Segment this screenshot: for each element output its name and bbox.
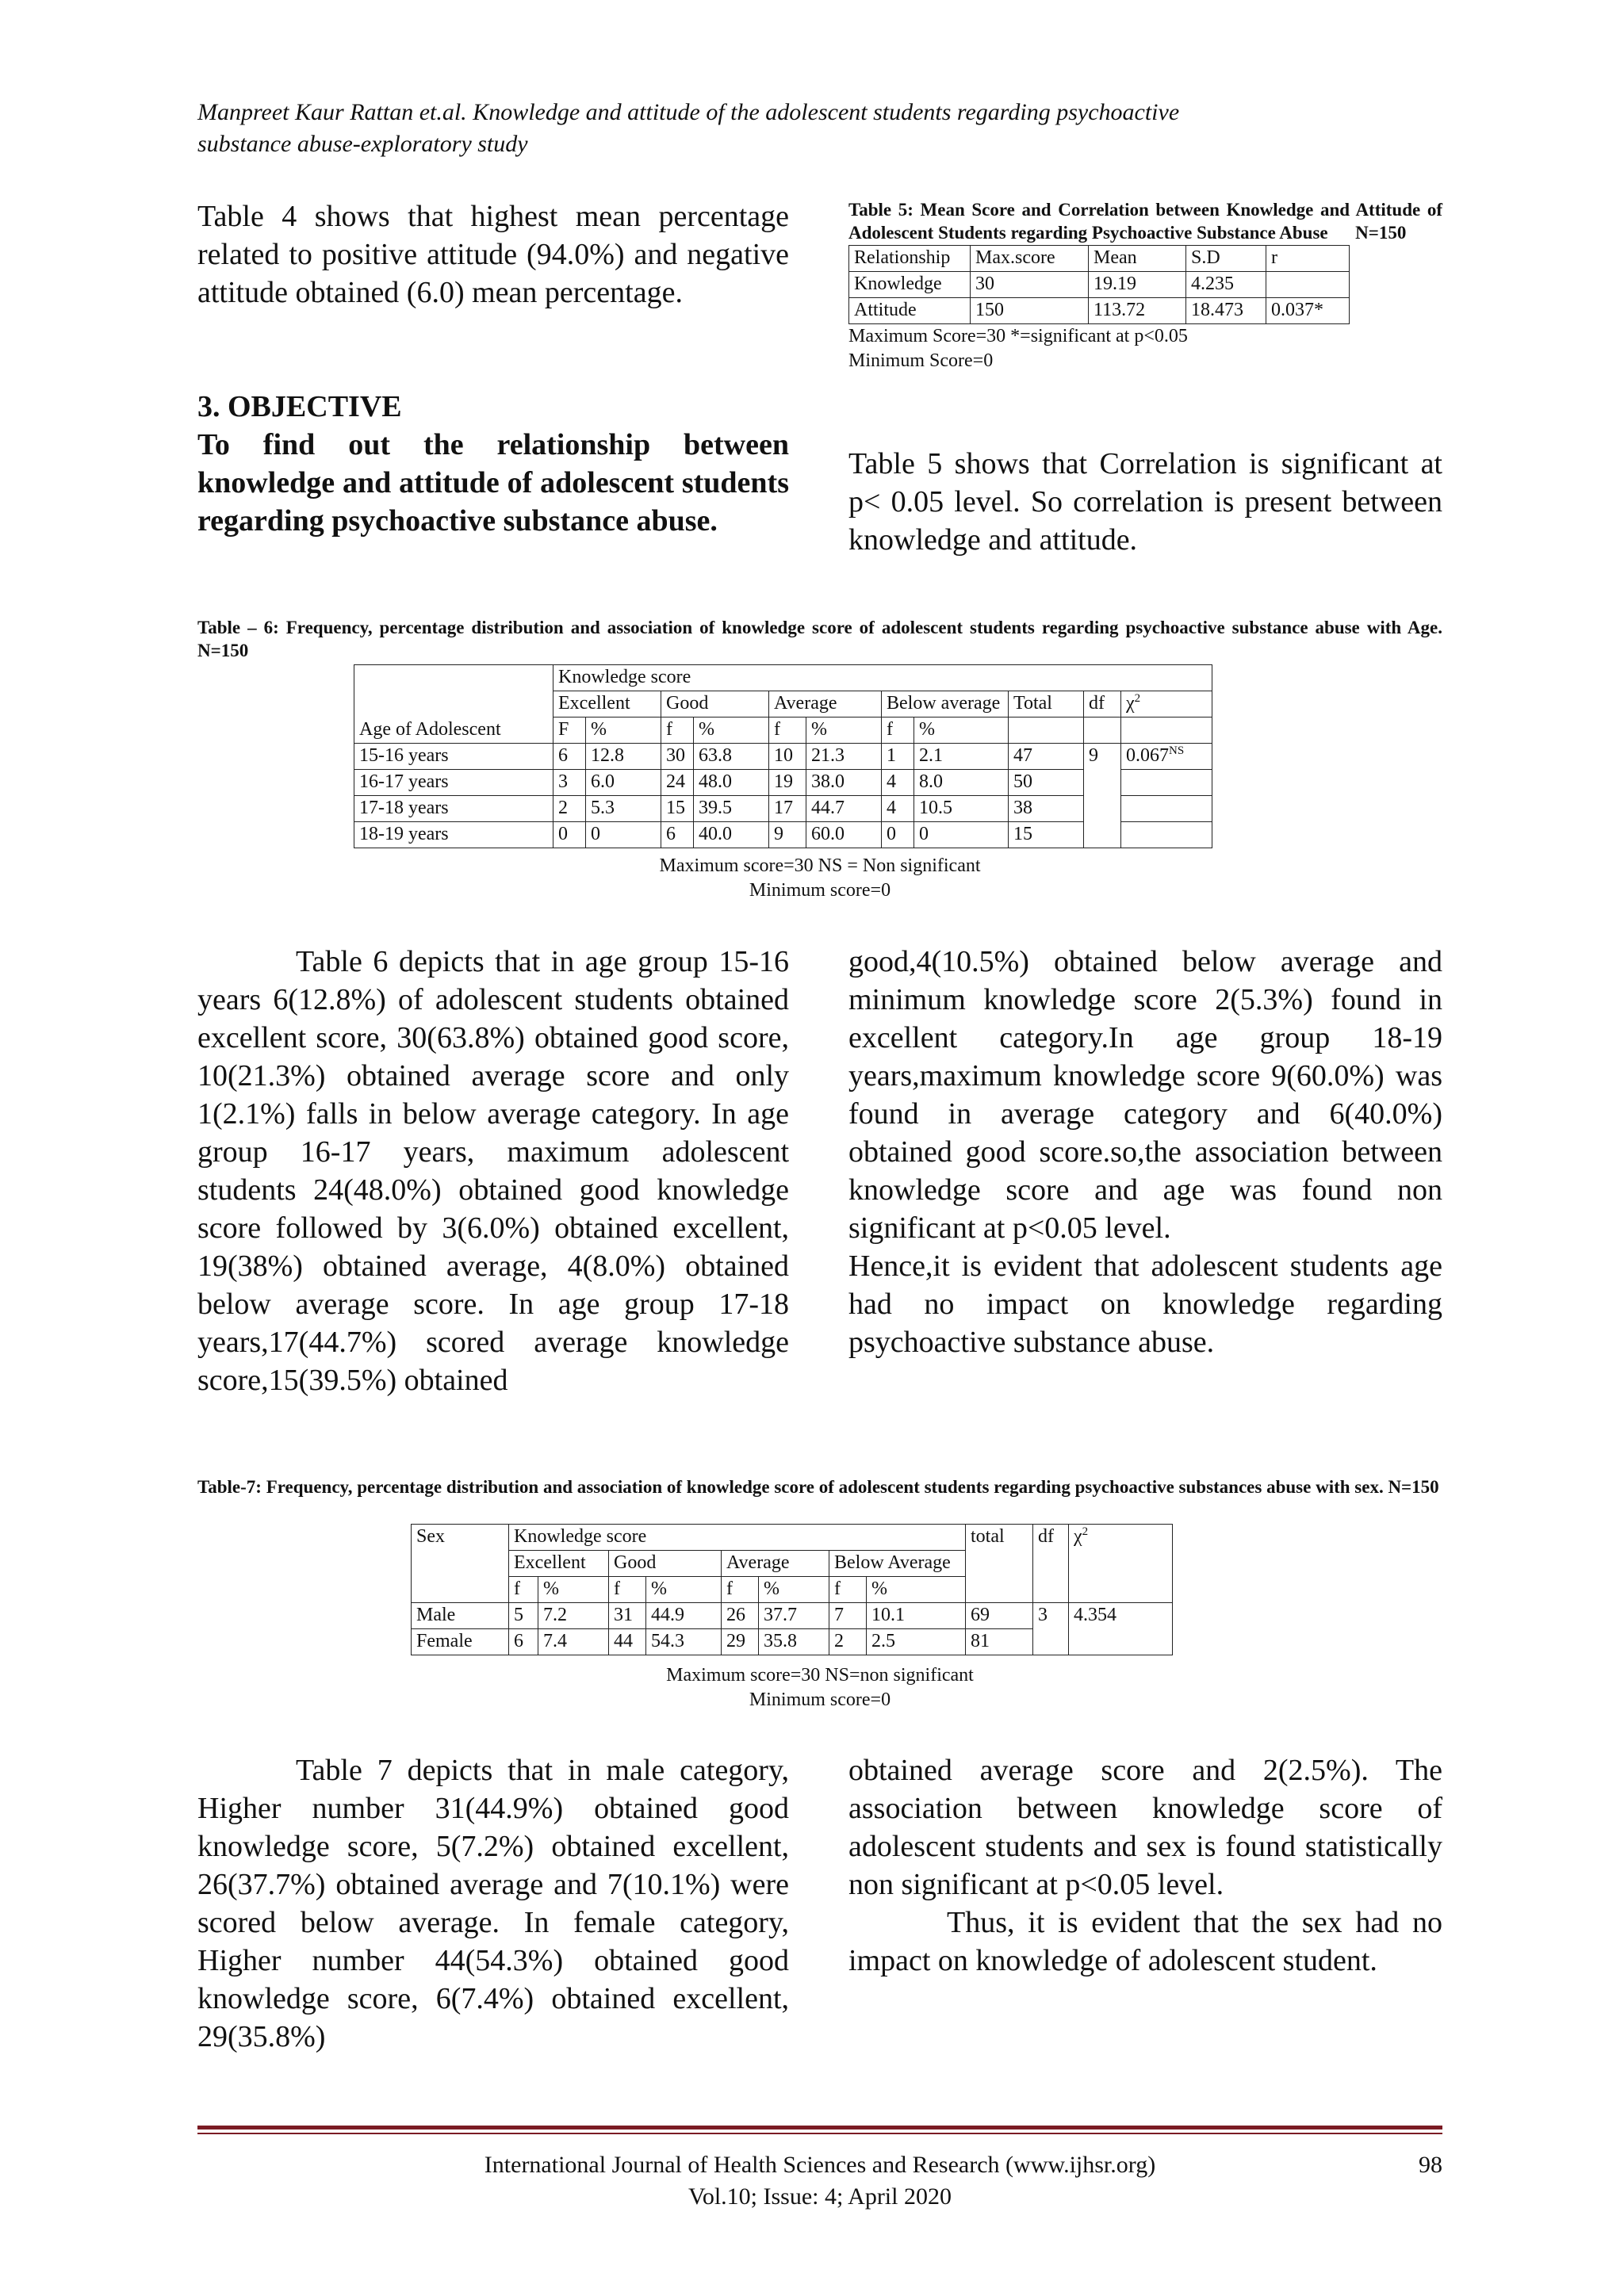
- table-cell: 69: [966, 1603, 1033, 1629]
- table-cell: 18.473: [1186, 298, 1266, 324]
- table-header-cell: f: [769, 718, 806, 744]
- table-cell: 12.8: [586, 744, 661, 770]
- table-row: [354, 744, 1212, 770]
- table-cell: 4: [882, 796, 914, 822]
- table-header-cell: df: [1084, 691, 1121, 718]
- table-cell: 17-18 years: [354, 796, 553, 822]
- table-header-cell: Below Average: [829, 1551, 966, 1577]
- table-header-cell: Below average: [882, 691, 1009, 718]
- table-header-row: [412, 1551, 1173, 1577]
- table-header-cell: Mean: [1089, 246, 1186, 272]
- table-cell: 2: [829, 1629, 867, 1655]
- table-header-cell: [966, 1551, 1033, 1577]
- table-cell: 1: [882, 744, 914, 770]
- table-header-cell: $\chi^2$: [1069, 1525, 1173, 1551]
- table-header-cell: [412, 1577, 509, 1603]
- intro-paragraph: [197, 197, 789, 312]
- table-group-header: Knowledge score: [553, 665, 1212, 691]
- objective-section: [197, 388, 789, 540]
- table-cell: 0.037*: [1266, 298, 1350, 324]
- table-cell: Male: [412, 1603, 509, 1629]
- table-header-row: [354, 691, 1212, 718]
- table-cell: 113.72: [1089, 298, 1186, 324]
- table-cell: 6: [509, 1629, 538, 1655]
- table-row: [849, 298, 1350, 324]
- table7: [411, 1524, 1173, 1655]
- table-cell: 5.3: [586, 796, 661, 822]
- table-cell: 30: [661, 744, 694, 770]
- table-cell: 17: [769, 796, 806, 822]
- table-cell: 44.7: [806, 796, 882, 822]
- table-cell: 2.5: [867, 1629, 966, 1655]
- table5-paragraph-text: Table 5 shows that Correlation is significant at p< 0.05 level. So correlation is present between knowledge and attitude.: [848, 447, 1442, 557]
- table-header-cell: %: [694, 718, 769, 744]
- table-header-row: [412, 1577, 1173, 1603]
- table7-conclusion-text: Thus, it is evident that the sex had no impact on knowledge of adolescent student.: [848, 1906, 1442, 1977]
- table-header-cell: %: [759, 1577, 829, 1603]
- table-header-cell: f: [609, 1577, 646, 1603]
- table-header-cell: S.D: [1186, 246, 1266, 272]
- table-header-row: [849, 246, 1350, 272]
- table-header-cell: Excellent: [509, 1551, 609, 1577]
- table-cell: 37.7: [759, 1603, 829, 1629]
- table-row: [354, 822, 1212, 848]
- table-cell: 19: [769, 770, 806, 796]
- table5-note-1: Maximum Score=30 *=significant at p<0.05: [848, 326, 1188, 346]
- table-cell: 31: [609, 1603, 646, 1629]
- table6-conclusion-text: Hence,it is evident that adolescent students age had no impact on knowledge regarding psychoactive substance abuse.: [848, 1249, 1442, 1359]
- footer-rule: [197, 2126, 1442, 2130]
- intro-text: Table 4 shows that highest mean percentage related to positive attitude (94.0%) and negative attitude obtained (6.0) mean percentage.: [197, 200, 789, 309]
- table-cell: 50: [1009, 770, 1084, 796]
- table-header-cell: Relationship: [849, 246, 971, 272]
- table-cell: 44.9: [646, 1603, 722, 1629]
- objective-text: To find out the relationship between knowledge and attitude of adolescent students regarding psychoactive substance abuse.: [197, 428, 789, 538]
- table-header-cell: [1069, 1551, 1173, 1577]
- table-header-cell: [1121, 718, 1212, 744]
- table-header-row: [354, 665, 1212, 691]
- table-cell: 29: [722, 1629, 759, 1655]
- table-header-cell: [1033, 1551, 1069, 1577]
- table-cell: 5: [509, 1603, 538, 1629]
- table-cell: 54.3: [646, 1629, 722, 1655]
- table-cell: [1266, 272, 1350, 298]
- table-cell: 6.0: [586, 770, 661, 796]
- table7-note-1: Maximum score=30 NS=non significant: [666, 1665, 974, 1686]
- table-header-cell: f: [661, 718, 694, 744]
- table-header-cell: %: [914, 718, 1009, 744]
- table5: [848, 245, 1350, 324]
- table-cell: 7.2: [538, 1603, 609, 1629]
- table7-caption: Table-7: Frequency, percentage distribution and association of knowledge score of adolescent students regarding psychoactive substances abuse with sex. N=150: [197, 1477, 1439, 1497]
- table-cell: 6: [553, 744, 586, 770]
- table7-paragraph-right-text: obtained average score and 2(2.5%). The association between knowledge score of adolescent students and sex is found statistically non significant at p<0.05 level.: [848, 1754, 1442, 1901]
- table-cell: 9: [769, 822, 806, 848]
- objective-heading: 3. OBJECTIVE: [197, 390, 402, 423]
- table-header-cell: Sex: [412, 1525, 509, 1551]
- table-cell: 10.1: [867, 1603, 966, 1629]
- table-cell: 39.5: [694, 796, 769, 822]
- table-header-row: [354, 718, 1212, 744]
- table-cell: 63.8: [694, 744, 769, 770]
- table-row: [412, 1603, 1173, 1629]
- table-cell: 24: [661, 770, 694, 796]
- table-header-cell: df: [1033, 1525, 1069, 1551]
- table-header-cell: r: [1266, 246, 1350, 272]
- table-header-cell: f: [882, 718, 914, 744]
- table-cell: 0: [882, 822, 914, 848]
- table-header-cell: Age of Adolescent: [354, 718, 553, 744]
- table-header-cell: f: [722, 1577, 759, 1603]
- table-cell: 35.8: [759, 1629, 829, 1655]
- table-cell: 3: [553, 770, 586, 796]
- table-cell: 7.4: [538, 1629, 609, 1655]
- table6-paragraph-left: [197, 943, 789, 1399]
- table-header-cell: %: [867, 1577, 966, 1603]
- table-cell: [1121, 822, 1212, 848]
- table6-note-2: Minimum score=0: [749, 880, 891, 901]
- table-cell: 7: [829, 1603, 867, 1629]
- table-cell: 44: [609, 1629, 646, 1655]
- table-header-cell: Good: [661, 691, 769, 718]
- table6-block: [197, 616, 1442, 662]
- table6-note-1: Maximum score=30 NS = Non significant: [659, 855, 981, 876]
- table7-paragraph-right: [848, 1751, 1442, 1980]
- table6-paragraph-right-text: good,4(10.5%) obtained below average and minimum knowledge score 2(5.3%) found in excellent category.In age group 18-19 years,maximum knowledge score 9(60.0%) was found in average category and 6(40.0%) obtained good score.so,the association between knowledge score and age was found non significant at p<0.05 level.: [848, 945, 1442, 1245]
- table-cell: 15-16 years: [354, 744, 553, 770]
- table7-paragraph-left: [197, 1751, 789, 2056]
- table-cell-chi: $0.067^{NS}$: [1121, 744, 1212, 770]
- table-cell: 2: [553, 796, 586, 822]
- table-cell: 2.1: [914, 744, 1009, 770]
- table-header-cell: [1033, 1577, 1069, 1603]
- table-header-row: [412, 1525, 1173, 1551]
- table5-block: [848, 198, 1442, 373]
- table-header-cell: F: [553, 718, 586, 744]
- table-cell: 0: [914, 822, 1009, 848]
- table-cell: 21.3: [806, 744, 882, 770]
- table-header-cell: [1084, 718, 1121, 744]
- table-cell: [1121, 796, 1212, 822]
- table-cell: 0: [553, 822, 586, 848]
- table7-notes: [197, 1663, 1442, 1712]
- table-cell: Knowledge: [849, 272, 971, 298]
- table-row: [354, 796, 1212, 822]
- footer-journal-name: International Journal of Health Sciences and Research (www.ijhsr.org): [484, 2152, 1156, 2178]
- table-cell-df: 9: [1084, 744, 1121, 848]
- table-cell: 81: [966, 1629, 1033, 1655]
- table-cell: 15: [1009, 822, 1084, 848]
- table-cell: 6: [661, 822, 694, 848]
- table-header-cell: [354, 691, 553, 718]
- table-header-cell: Total: [1009, 691, 1084, 718]
- table-cell-chi: 4.354: [1069, 1603, 1173, 1655]
- table-header-cell: [1009, 718, 1084, 744]
- table-header-cell: [354, 665, 553, 691]
- table-header-cell: f: [829, 1577, 867, 1603]
- table-cell: 30: [971, 272, 1089, 298]
- header-line-1: Manpreet Kaur Rattan et.al. Knowledge and attitude of the adolescent students regarding psychoactive: [197, 99, 1180, 125]
- table-header-cell: [966, 1577, 1033, 1603]
- table7-paragraph-left-text: Table 7 depicts that in male category, Higher number 31(44.9%) obtained good knowledge score, 5(7.2%) obtained excellent, 26(37.7%) obtained average and 7(10.1%) were scored below average. In female category, Higher number 44(54.3%) obtained good knowledge score, 6(7.4%) obtained excellent, 29(35.8%): [197, 1754, 789, 2053]
- table-header-cell: %: [646, 1577, 722, 1603]
- table-cell: 15: [661, 796, 694, 822]
- table-row: [849, 272, 1350, 298]
- table-cell: 18-19 years: [354, 822, 553, 848]
- table-header-cell: f: [509, 1577, 538, 1603]
- table-cell: 40.0: [694, 822, 769, 848]
- table-cell: [1121, 770, 1212, 796]
- table-header-cell: %: [586, 718, 661, 744]
- journal-footer: [197, 2149, 1442, 2213]
- table-cell: 4: [882, 770, 914, 796]
- table-cell: 26: [722, 1603, 759, 1629]
- table-header-cell: Excellent: [553, 691, 661, 718]
- table-row: [354, 770, 1212, 796]
- table6-paragraph-right: [848, 943, 1442, 1361]
- table-header-cell: Average: [769, 691, 882, 718]
- table-group-header: Knowledge score: [509, 1525, 966, 1551]
- table-cell: 4.235: [1186, 272, 1266, 298]
- table-header-cell: [1069, 1577, 1173, 1603]
- table-header-cell: Max.score: [971, 246, 1089, 272]
- table-cell: 48.0: [694, 770, 769, 796]
- table6-notes: [197, 854, 1442, 903]
- running-header: [197, 97, 1442, 160]
- table-cell: 19.19: [1089, 272, 1186, 298]
- table-cell: 60.0: [806, 822, 882, 848]
- table5-caption: Table 5: Mean Score and Correlation between Knowledge and Attitude of Adolescent Students regarding Psychoactive Substance Abuse N=150: [848, 200, 1442, 243]
- table-cell: 38.0: [806, 770, 882, 796]
- table-cell: Attitude: [849, 298, 971, 324]
- table5-note-2: Minimum Score=0: [848, 350, 994, 371]
- footer-rule-thin: [197, 2133, 1442, 2134]
- table-header-cell: %: [806, 718, 882, 744]
- table5-paragraph: [848, 445, 1442, 559]
- table-cell: 150: [971, 298, 1089, 324]
- table-cell: 38: [1009, 796, 1084, 822]
- table-cell: 47: [1009, 744, 1084, 770]
- table-cell: 10.5: [914, 796, 1009, 822]
- table-cell-df: 3: [1033, 1603, 1069, 1655]
- table-cell: Female: [412, 1629, 509, 1655]
- table6-caption: Table – 6: Frequency, percentage distribution and association of knowledge score of adolescent students regarding psychoactive substance abuse with Age. N=150: [197, 618, 1442, 660]
- footer-issue: Vol.10; Issue: 4; April 2020: [688, 2183, 952, 2210]
- table-cell: 0: [586, 822, 661, 848]
- table-cell: 16-17 years: [354, 770, 553, 796]
- table-cell: 8.0: [914, 770, 1009, 796]
- table-header-cell: total: [966, 1525, 1033, 1551]
- table-header-cell: Good: [609, 1551, 722, 1577]
- table-header-cell: %: [538, 1577, 609, 1603]
- page-number: 98: [1419, 2152, 1442, 2178]
- table-cell: 10: [769, 744, 806, 770]
- table6-paragraph-left-text: Table 6 depicts that in age group 15-16 years 6(12.8%) of adolescent students obtained excellent score, 30(63.8%) obtained good score, 10(21.3%) obtained average score and only 1(2.1%) falls in below average category. In age group 16-17 years, maximum adolescent students 24(48.0%) obtained good knowledge score followed by 3(6.0%) obtained excellent, 19(38%) obtained average, 4(8.0%) obtained below average score. In age group 17-18 years,17(44.7%) scored average knowledge score,15(39.5%) obtained: [197, 945, 789, 1397]
- table-header-cell: [412, 1551, 509, 1577]
- table7-block: [197, 1475, 1442, 1498]
- table7-note-2: Minimum score=0: [749, 1689, 891, 1710]
- header-line-2: substance abuse-exploratory study: [197, 131, 528, 157]
- table6: [354, 664, 1212, 848]
- table-header-cell: $\chi^2$: [1121, 691, 1212, 718]
- table-header-cell: Average: [722, 1551, 829, 1577]
